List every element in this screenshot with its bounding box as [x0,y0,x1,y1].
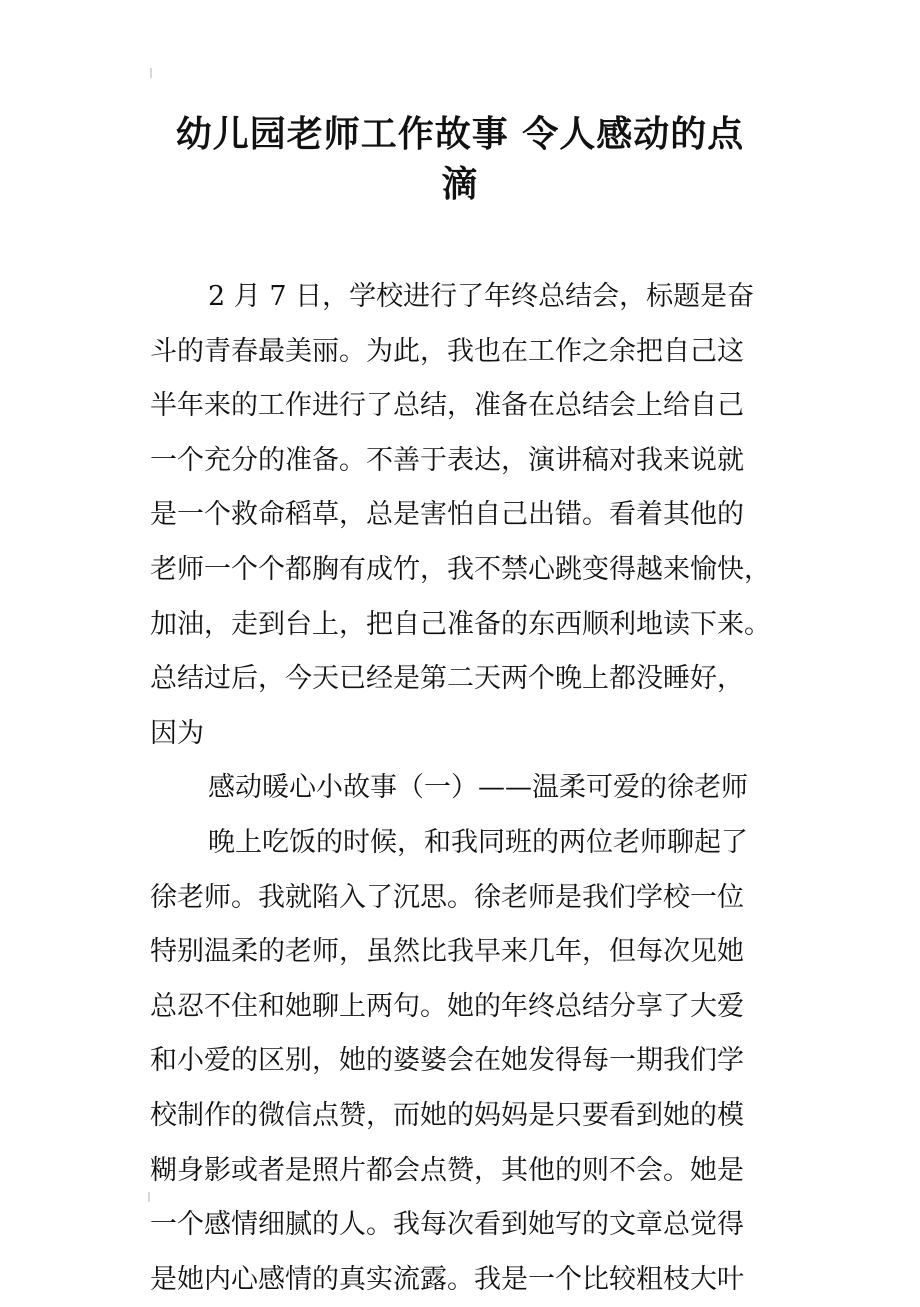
paragraph-line: 半年来的工作进行了总结，准备在总结会上给自己 [150,390,744,422]
paragraph-line: 斗的青春最美丽。为此，我也在工作之余把自己这 [150,335,744,367]
title-line: 幼儿园老师工作故事 令人感动的点 [175,114,745,155]
paragraph-line: 是她内心感情的真实流露。我是一个比较粗枝大叶 [150,1263,744,1295]
title-line: 滴 [441,164,479,205]
section-heading: 感动暖心小故事（一）——温柔可爱的徐老师 [208,772,748,804]
paragraph-line: 老师一个个都胸有成竹，我不禁心跳变得越来愉快， [150,553,771,585]
document-title [150,110,770,210]
paragraph-line: 总结过后，今天已经是第二天两个晚上都没睡好， [150,663,744,695]
paragraph-line: 一个充分的准备。不善于表达，演讲稿对我来说就 [150,444,744,476]
paragraph-line: 特别温柔的老师，虽然比我早来几年，但每次见她 [150,936,744,968]
paragraph-line: 是一个救命稻草，总是害怕自己出错。看着其他的 [150,499,744,531]
paragraph-line: 因为 [150,717,204,749]
scan-mark [148,1192,150,1202]
scan-mark [150,68,152,78]
paragraph-line: 一个感情细腻的人。我每次看到她写的文章总觉得 [150,1209,744,1241]
paragraph-line: 糊身影或者是照片都会点赞，其他的则不会。她是 [150,1154,744,1186]
paragraph-line: 校制作的微信点赞，而她的妈妈是只要看到她的模 [150,1099,744,1131]
paragraph-line: 徐老师。我就陷入了沉思。徐老师是我们学校一位 [150,881,744,913]
paragraph-line: 加油，走到台上，把自己准备的东西顺利地读下来。 [150,608,771,640]
paragraph-line: 晚上吃饭的时候，和我同班的两位老师聊起了 [208,826,748,858]
document-body [150,270,780,1307]
paragraph-line: 和小爱的区别，她的婆婆会在她发得每一期我们学 [150,1045,744,1077]
paragraph-line: 2 月 7 日，学校进行了年终总结会，标题是奋 [208,281,755,312]
paragraph-line: 总忍不住和她聊上两句。她的年终总结分享了大爱 [150,990,744,1022]
